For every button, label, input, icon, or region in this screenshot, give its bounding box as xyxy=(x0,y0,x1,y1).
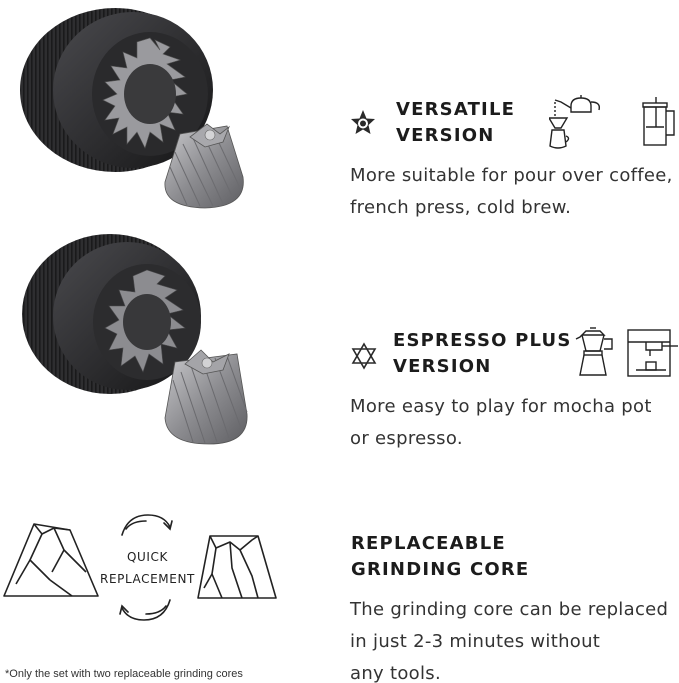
espresso-burr-image xyxy=(15,232,265,452)
versatile-title-line2: VERSION xyxy=(396,125,495,146)
replaceable-desc-line2: in just 2-3 minutes without xyxy=(350,631,601,652)
espresso-description xyxy=(350,391,679,455)
star-badge-icon xyxy=(350,109,376,135)
rotate-arrow-top-icon xyxy=(116,509,176,539)
versatile-desc-line2: french press, cold brew. xyxy=(350,197,572,218)
espresso-desc-line2: or espresso. xyxy=(350,428,463,449)
quick-label-line1: QUICK xyxy=(126,550,168,564)
versatile-burr-image xyxy=(15,2,265,212)
quick-label-line2: REPLACEMENT xyxy=(100,572,195,586)
replaceable-desc-line1: The grinding core can be replaced xyxy=(350,599,669,620)
versatile-description xyxy=(350,160,679,224)
footnote: *Only the set with two replaceable grinding cores xyxy=(5,668,243,680)
quick-replacement-label xyxy=(95,546,200,590)
french-press-icon xyxy=(640,97,679,147)
pour-over-kettle-icon xyxy=(549,94,609,152)
espresso-title-line2: VERSION xyxy=(393,356,492,377)
versatile-title-line1: VERSATILE xyxy=(396,99,516,120)
cone-burr-outline-right xyxy=(196,532,278,602)
cone-burr-outline-left xyxy=(2,520,102,600)
moka-pot-icon xyxy=(572,327,614,379)
replaceable-title xyxy=(351,531,571,583)
espresso-desc-line1: More easy to play for mocha pot xyxy=(350,396,652,417)
espresso-machine-icon xyxy=(626,328,679,378)
replaceable-title-line1: REPLACEABLE xyxy=(351,533,506,554)
espresso-title xyxy=(393,328,573,380)
versatile-desc-line1: More suitable for pour over coffee, xyxy=(350,165,673,186)
versatile-title xyxy=(396,97,556,149)
replaceable-desc-line3: any tools. xyxy=(350,663,441,683)
espresso-title-line1: ESPRESSO PLUS xyxy=(393,330,572,351)
hexagram-icon xyxy=(350,342,378,370)
replaceable-description xyxy=(350,594,679,683)
rotate-arrow-bottom-icon xyxy=(116,594,176,626)
replaceable-title-line2: GRINDING CORE xyxy=(351,559,530,580)
